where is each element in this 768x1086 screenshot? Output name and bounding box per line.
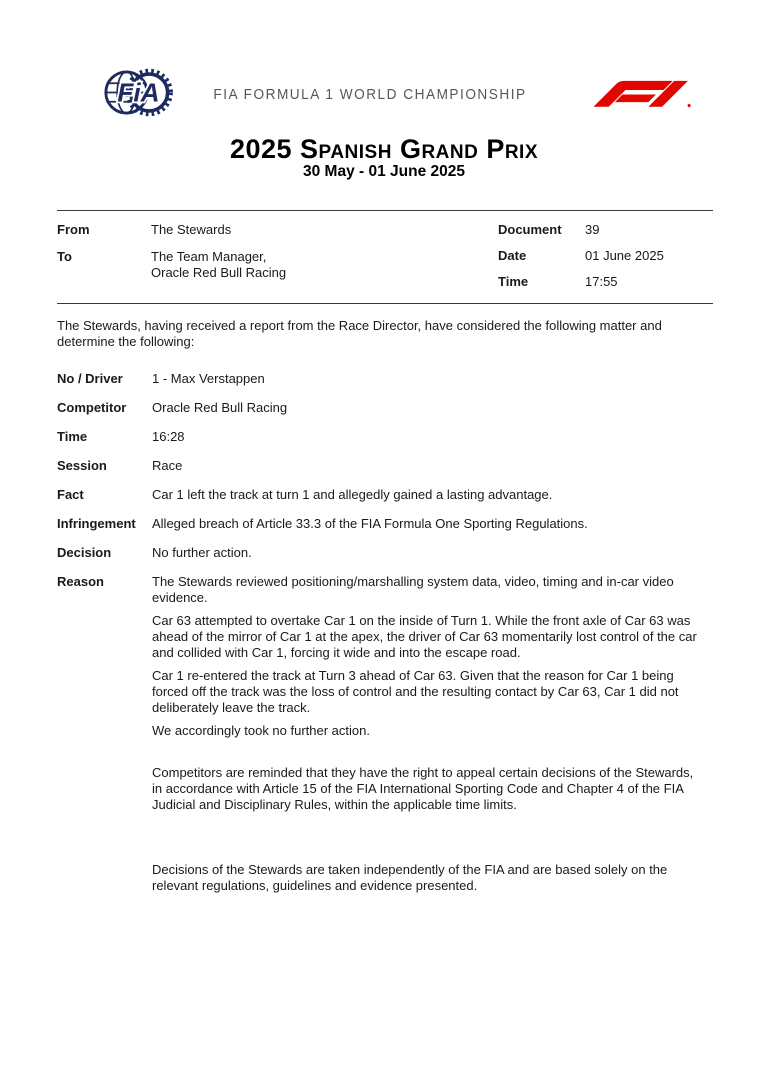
row-decision [57, 545, 710, 561]
infringement-value: Alleged breach of Article 33.3 of the FIA Formula One Sporting Regulations. [152, 516, 588, 531]
row-reason [57, 574, 710, 739]
infringement-label: Infringement [57, 516, 136, 531]
date-value: 01 June 2025 [585, 248, 664, 263]
time-row-value: 16:28 [152, 429, 185, 444]
session-label: Session [57, 458, 107, 473]
time-row-label: Time [57, 429, 88, 444]
no-driver-value: 1 - Max Verstappen [152, 371, 265, 386]
reason-value [152, 574, 702, 739]
footer-empty-label [57, 739, 152, 894]
intro-paragraph: The Stewards, having received a report from the Race Director, have considered the following matter and determine the following: [57, 318, 662, 349]
fia-logo-icon [103, 63, 174, 122]
date-label: Date [498, 248, 527, 263]
no-driver-label: No / Driver [57, 371, 123, 386]
document-value: 39 [585, 222, 600, 237]
decision-value: No further action. [152, 545, 252, 560]
independence-paragraph: Decisions of the Stewards are taken independently of the FIA and are based solely on the relevant regulations, guidelines and evidence presented. [152, 862, 668, 893]
page-title: 2025 Spanish Grand Prix [229, 134, 539, 164]
reason-paragraph-3: Car 1 re-entered the track at Turn 3 ahead of Car 63. Given that the reason for Car 1 being forced off the track was the loss of control and the resulting contact by Car 63, Car 1 did not deliberately leave the track. [152, 668, 679, 715]
fact-value: Car 1 left the track at turn 1 and allegedly gained a lasting advantage. [152, 487, 553, 502]
document-label: Document [498, 222, 562, 237]
meta-document-date-time [498, 222, 664, 290]
decision-details [57, 371, 710, 907]
to-label: To [57, 249, 72, 264]
to-value: The Team Manager, Oracle Red Bull Racing [151, 249, 287, 280]
from-value: The Stewards [151, 222, 232, 237]
event-dates: 30 May - 01 June 2025 [303, 163, 465, 180]
decision-label: Decision [57, 545, 112, 560]
session-value: Race [152, 458, 183, 473]
reason-paragraph-2: Car 63 attempted to overtake Car 1 on the inside of Turn 1. While the front axle of Car 63 was ahead of the mirror of Car 1 at the apex, the driver of Car 63 momentarily lost control of the car and collided with Car 1, forcing it wide and into the escape road. [152, 613, 697, 660]
competitor-label: Competitor [57, 400, 127, 415]
reason-paragraph-4: We accordingly took no further action. [152, 723, 370, 738]
meta-table [57, 210, 713, 304]
footer-paragraphs [152, 739, 710, 894]
row-infringement [57, 516, 710, 532]
row-time [57, 429, 710, 445]
meta-from-to [57, 222, 286, 281]
championship-title: FIA FORMULA 1 WORLD CHAMPIONSHIP [213, 87, 527, 103]
row-no-driver [57, 371, 710, 387]
row-session [57, 458, 710, 474]
fia-logo-letters: FiA [117, 77, 160, 108]
row-competitor [57, 400, 710, 416]
time-label: Time [498, 274, 529, 289]
reason-paragraph-1: The Stewards reviewed positioning/marshalling system data, video, timing and in-car video evidence. [152, 574, 674, 605]
time-value: 17:55 [585, 274, 618, 289]
f1-logo-icon [592, 77, 691, 109]
competitor-value: Oracle Red Bull Racing [152, 400, 288, 415]
row-fact [57, 487, 710, 503]
from-label: From [57, 222, 90, 237]
row-footer-paragraphs [57, 739, 710, 894]
reason-label: Reason [57, 574, 104, 589]
appeal-rights-paragraph: Competitors are reminded that they have the right to appeal certain decisions of the Stewards, in accordance with Article 15 of the FIA International Sporting Code and Chapter 4 of the FIA Judicial and Disciplinary Rules, within the applicable time limits. [152, 765, 694, 812]
fact-label: Fact [57, 487, 84, 502]
